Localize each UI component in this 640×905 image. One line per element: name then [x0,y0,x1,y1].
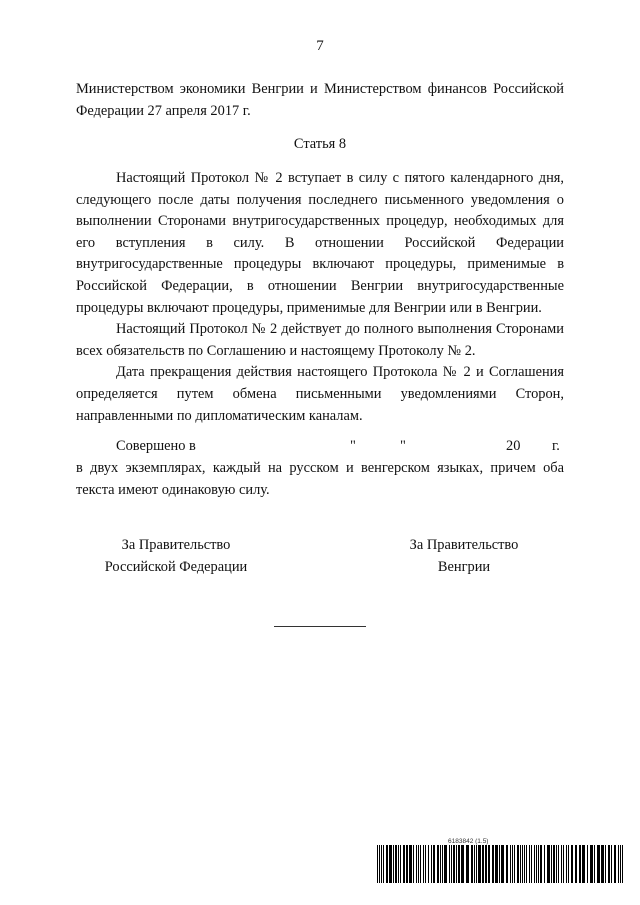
signatory-hungary-line-1: За Правительство [409,537,519,553]
closing-rule [274,626,366,627]
article-body [76,168,564,427]
barcode [377,845,627,883]
signed-year-suffix: г. [552,438,560,454]
signatory-hungary-line-2: Венгрии [437,559,491,575]
signed-line [76,436,564,458]
signed-label: Совершено в [116,438,196,454]
article-paragraph-3: Дата прекращения действия настоящего Протокола № 2 и Соглашения определяется путем обмена письменными уведомлениями Сторон, направленными по дипломатическим каналам. [76,364,564,424]
intro-text: Министерством экономики Венгрии и Министерством финансов Российской Федерации 27 апреля 2017 г. [76,81,564,119]
signed-text: в двух экземплярах, каждый на русском и венгерском языках, причем оба текста имеют одинаковую силу. [76,460,564,498]
article-paragraph-1: Настоящий Протокол № 2 вступает в силу с пятого календарного дня, следующего после даты получения последнего письменного уведомления о выполнении Сторонами внутригосударственных процедур, необходимых для его вступления в силу. В отношении Российской Федерации внутригосударственные процедуры включают процедуры, применимые в Российской Федерации, в отношении Венгрии внутригосударственные процедуры включают процедуры, применимые для Венгрии или в Венгрии. [76,170,564,316]
article-paragraph-2: Настоящий Протокол № 2 действует до полного выполнения Сторонами всех обязательств по Соглашению и настоящему Протоколу № 2. [76,321,564,359]
signatory-russia-line-2: Российской Федерации [104,559,248,575]
signed-year-prefix: 20 [506,438,521,454]
document-code: 6183842 (1.5) [448,838,489,845]
signed-block [76,436,564,501]
signed-quote-close: " [400,438,406,454]
intro-paragraph [76,79,564,122]
signed-quote-open: " [350,438,356,454]
article-title: Статья 8 [293,136,347,152]
signatory-russia-line-1: За Правительство [121,537,231,553]
page-number: 7 [316,38,324,54]
signatory-russia [56,534,296,578]
signatory-hungary [344,534,584,578]
